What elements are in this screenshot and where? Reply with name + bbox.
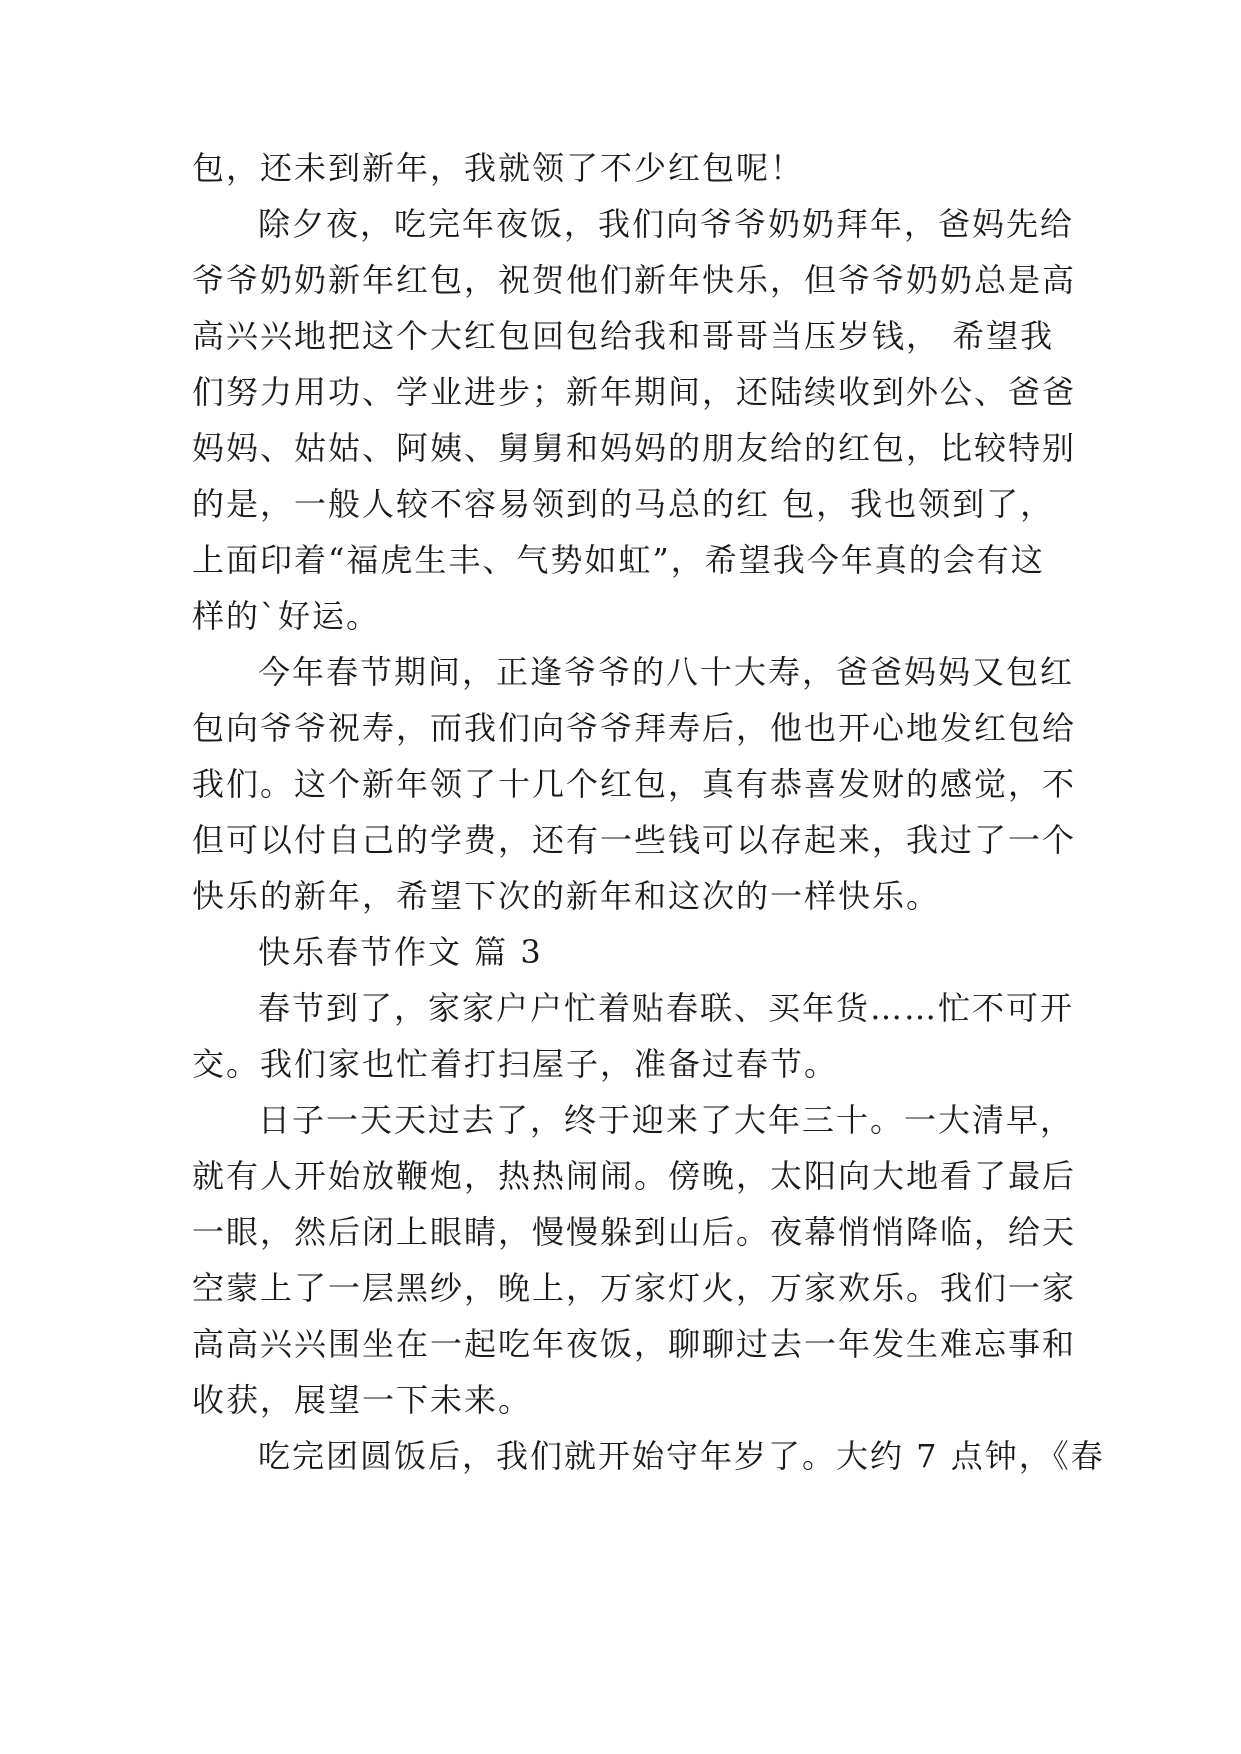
- text-line: 高兴兴地把这个大红包回包给我和哥哥当压岁钱， 希望我: [192, 317, 1055, 355]
- text-line: 妈妈、姑姑、阿姨、舅舅和妈妈的朋友给的红包，比较特别: [192, 429, 1077, 467]
- text-line: 的是，一般人较不容易领到的马总的红 包，我也领到了，: [192, 485, 1055, 523]
- text-line: 快乐的新年，希望下次的新年和这次的一样快乐。: [192, 877, 941, 915]
- text-line: 爷爷奶奶新年红包，祝贺他们新年快乐，但爷爷奶奶总是高: [192, 261, 1077, 299]
- paragraph-first-line: 吃完团圆饭后，我们就开始守年岁了。大约 7 点钟，《春: [258, 1437, 1105, 1475]
- text-line: 们努力用功、学业进步；新年期间，还陆续收到外公、爸爸: [192, 373, 1077, 411]
- section-heading: 快乐春节作文 篇 3: [258, 933, 543, 971]
- text-line: 就有人开始放鞭炮，热热闹闹。傍晚，太阳向大地看了最后: [192, 1157, 1077, 1195]
- paragraph-first-line: 春节到了，家家户户忙着贴春联、买年货……忙不可开: [258, 989, 1075, 1027]
- text-line: 空蒙上了一层黑纱，晚上，万家灯火，万家欢乐。我们一家: [192, 1269, 1077, 1307]
- text-line: 高高兴兴围坐在一起吃年夜饭，聊聊过去一年发生难忘事和: [192, 1325, 1077, 1363]
- text-line: 交。我们家也忙着打扫屋子，准备过春节。: [192, 1045, 839, 1083]
- text-line: 包，还未到新年，我就领了不少红包呢！: [192, 149, 805, 187]
- text-line: 一眼，然后闭上眼睛，慢慢躲到山后。夜幕悄悄降临，给天: [192, 1213, 1077, 1251]
- text-line: 上面印着“福虎生丰、气势如虹”，希望我今年真的会有这: [192, 541, 1045, 579]
- text-line: 样的`好运。: [192, 597, 381, 635]
- paragraph-first-line: 日子一天天过去了，终于迎来了大年三十。一大清早，: [258, 1101, 1075, 1139]
- text-line: 收获，展望一下未来。: [192, 1381, 533, 1419]
- paragraph-first-line: 除夕夜，吃完年夜饭，我们向爷爷奶奶拜年，爸妈先给: [258, 205, 1075, 243]
- paragraph-first-line: 今年春节期间，正逢爷爷的八十大寿，爸爸妈妈又包红: [258, 653, 1075, 691]
- text-line: 我们。这个新年领了十几个红包，真有恭喜发财的感觉，不: [192, 765, 1077, 803]
- text-line: 包向爷爷祝寿，而我们向爷爷拜寿后，他也开心地发红包给: [192, 709, 1077, 747]
- text-line: 但可以付自己的学费，还有一些钱可以存起来，我过了一个: [192, 821, 1077, 859]
